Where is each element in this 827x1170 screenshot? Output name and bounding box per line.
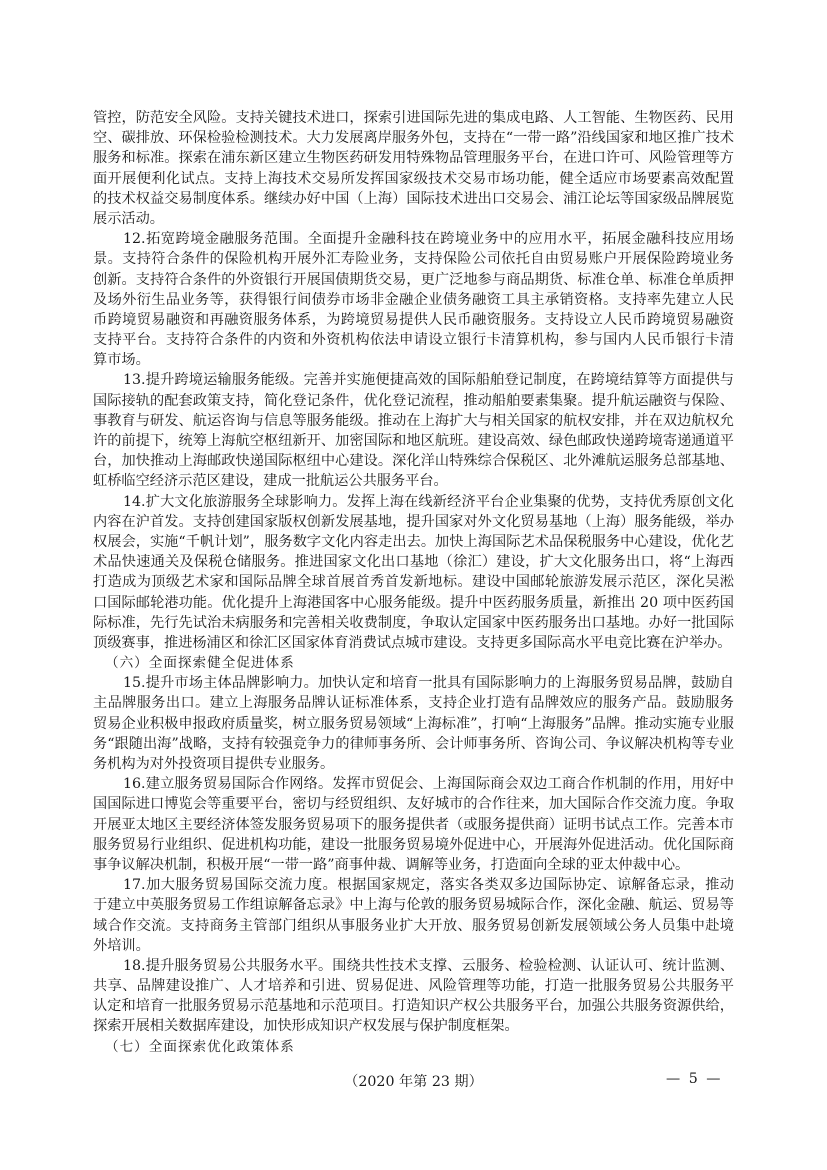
text-line: 国际接轨的配套政策支持，简化登记条件，优化登记流程，推动船舶要素集聚。提升航运融资与保险、 [93,392,734,409]
text-line: 13.提升跨境运输服务能级。完善并实施便捷高效的国际船舶登记制度，在跨境结算等方面提供与 [123,372,734,389]
text-line: 服务和标准。探索在浦东新区建立生物医药研发用特殊物品管理服务平台，在进口许可、风险管理等方 [93,150,734,167]
text-line: 于建立中英服务贸易工作组谅解备忘录》中上海与伦敦的服务贸易城际合作，深化金融、航运、贸易等 [93,897,734,914]
text-line: 国国际进口博览会等重要平台，密切与经贸组织、友好城市的合作往来，加大国际合作交流力度。争取 [93,796,734,813]
text-line: 主品牌服务出口。建立上海服务品牌认证标准体系，支持企业打造有品牌效应的服务产品。鼓励服务 [93,695,734,712]
text-line: 事争议解决机制，积极开展“一带一路”商事仲裁、调解等业务，打造面向全球的亚太仲裁中心。 [93,856,690,873]
paragraph [93,492,734,654]
footer-issue-label: （2020 年第 23 期） [344,1074,483,1090]
paragraph [93,875,734,956]
text-line: 服务贸易行业组织、促进机构功能，建设一批服务贸易境外促进中心，开展海外促进活动。优化国际商 [93,836,734,853]
text-line: 18.提升服务贸易公共服务水平。围绕共性技术支撑、云服务、检验检测、认证认可、统计监测、 [123,957,734,974]
text-line: 务机构为对外投资项目提供专业服务。 [93,756,335,772]
heading-text: （六）全面探索健全促进体系 [105,655,295,672]
paragraph [93,370,734,491]
footer-page-number: — 5 — [666,1071,723,1087]
text-line: 展示活动。 [93,210,164,227]
text-line: 面开展便利化试点。支持上海技术交易所发挥国家级技术交易市场功能，健全适应市场要素高效配置 [93,170,734,187]
text-line: 开展亚太地区主要经济体签发服务贸易项下的服务提供者（或服务提供商）证明书试点工作。完善本市 [93,816,734,833]
text-line: 内容在沪首发。支持创建国家版权创新发展基地，提升国家对外文化贸易基地（上海）服务能级，举办 [93,513,734,530]
text-line: 事教育与研发、航运咨询与信息等服务能级。推动在上海扩大与相关国家的航权安排，并在双边航权允 [93,412,734,429]
text-line: 认定和培育一批服务贸易示范基地和示范项目。打造知识产权公共服务平台，加强公共服务资源供给， [93,998,734,1015]
section-heading [93,1037,734,1057]
text-line: 权展会，实施“千帆计划”，服务数字文化内容走出去。加快上海国际艺术品保税服务中心建设，优化艺 [93,533,734,550]
text-line: 术品快速通关及保税仓储服务。推进国家文化出口基地（徐汇）建设，扩大文化服务出口，将“上海西 [93,554,734,571]
text-line: 17.加大服务贸易国际交流力度。根据国家规定，落实各类双多边国际协定、谅解备忘录，推动 [123,877,734,894]
text-line: 务“跟随出海”战略，支持有较强竞争力的律师事务所、会计师事务所、咨询公司、争议解决机构等专业 [93,735,734,752]
text-line: 管控，防范安全风险。支持关键技术进口，探索引进国际先进的集成电路、人工智能、生物医药、民用 [93,110,734,126]
text-line: 的技术权益交易制度体系。继续办好中国（上海）国际技术进出口交易会、浦江论坛等国家级品牌展览 [93,190,734,207]
text-line: 支持平台。支持符合条件的内资和外资机构依法申请设立银行卡清算机构，参与国内人民币银行卡清 [93,332,734,349]
text-line: 16.建立服务贸易国际合作网络。发挥市贸促会、上海国际商会双边工商合作机制的作用，用好中 [123,776,734,793]
document-body [93,108,734,1057]
text-line: 顶级赛事，推进杨浦区和徐汇区国家体育消费试点城市建设。支持更多国际高水平电竞比赛在沪举办。 [93,634,732,651]
text-line: 贸易企业积极申报政府质量奖，树立服务贸易领域“上海标准”，打响“上海服务”品牌。推动实施专业服 [93,715,734,732]
text-line: 外培训。 [93,937,150,954]
text-line: 共享、品牌建设推广、人才培养和引进、贸易促进、风险管理等功能，打造一批服务贸易公共服务平 [93,978,734,995]
text-line: 口国际邮轮港功能。优化提升上海港国客中心服务能级。提升中医药服务质量，新推出 20 项中医药国 [93,594,734,611]
text-line: 虹桥临空经济示范区建设，建成一批航运公共服务平台。 [93,473,448,490]
heading-text: （七）全面探索优化政策体系 [105,1038,295,1055]
text-line: 及场外衍生品业务等，获得银行间债券市场非金融企业债务融资工具主承销资格。支持率先建立人民 [93,291,734,308]
text-line: 算市场。 [93,352,150,369]
text-line: 创新。支持符合条件的外资银行开展国债期货交易，更广泛地参与商品期货、标准仓单、标准仓单质押 [93,271,734,288]
text-line: 际标准，先行先试治未病服务和完善相关收费制度，争取认定国家中医药服务出口基地。办好一批国际 [93,614,734,631]
paragraph [93,956,734,1037]
paragraph [93,774,734,875]
text-line: 打造成为顶级艺术家和国际品牌全球首展首秀首发新地标。建设中国邮轮旅游发展示范区，深化吴淞 [93,574,734,591]
text-line: 币跨境贸易融资和再融资服务体系，为跨境贸易提供人民币融资服务。支持设立人民币跨境贸易融资 [93,311,734,328]
text-line: 台，加快推动上海邮政快递国际枢纽中心建设。深化洋山特殊综合保税区、北外滩航运服务总部基地、 [93,453,734,470]
text-line: 空、碳排放、环保检验检测技术。大力发展离岸服务外包，支持在“一带一路”沿线国家和地区推广技术 [93,130,734,147]
paragraph [93,108,734,229]
text-line: 域合作交流。支持商务主管部门组织从事服务业扩大开放、服务贸易创新发展领域公务人员集中赴境 [93,917,734,934]
text-line: 景。支持符合条件的保险机构开展外汇寿险业务，支持保险公司依托自由贸易账户开展保险跨境业务 [93,251,734,268]
paragraph [93,229,734,370]
text-line: 14.扩大文化旅游服务全球影响力。发挥上海在线新经济平台企业集聚的优势，支持优秀原创文化 [123,493,734,510]
section-heading [93,653,734,673]
text-line: 15.提升市场主体品牌影响力。加快认定和培育一批具有国际影响力的上海服务贸易品牌，鼓励自 [123,675,734,692]
text-line: 探索开展相关数据库建设，加快形成知识产权发展与保护制度框架。 [93,1018,519,1035]
text-line: 12.拓宽跨境金融服务范围。全面提升金融科技在跨境业务中的应用水平，拓展金融科技应用场 [123,231,734,248]
paragraph [93,673,734,774]
text-line: 许的前提下，统筹上海航空枢纽新开、加密国际和地区航班。建设高效、绿色邮政快递跨境寄递通道平 [93,433,734,449]
